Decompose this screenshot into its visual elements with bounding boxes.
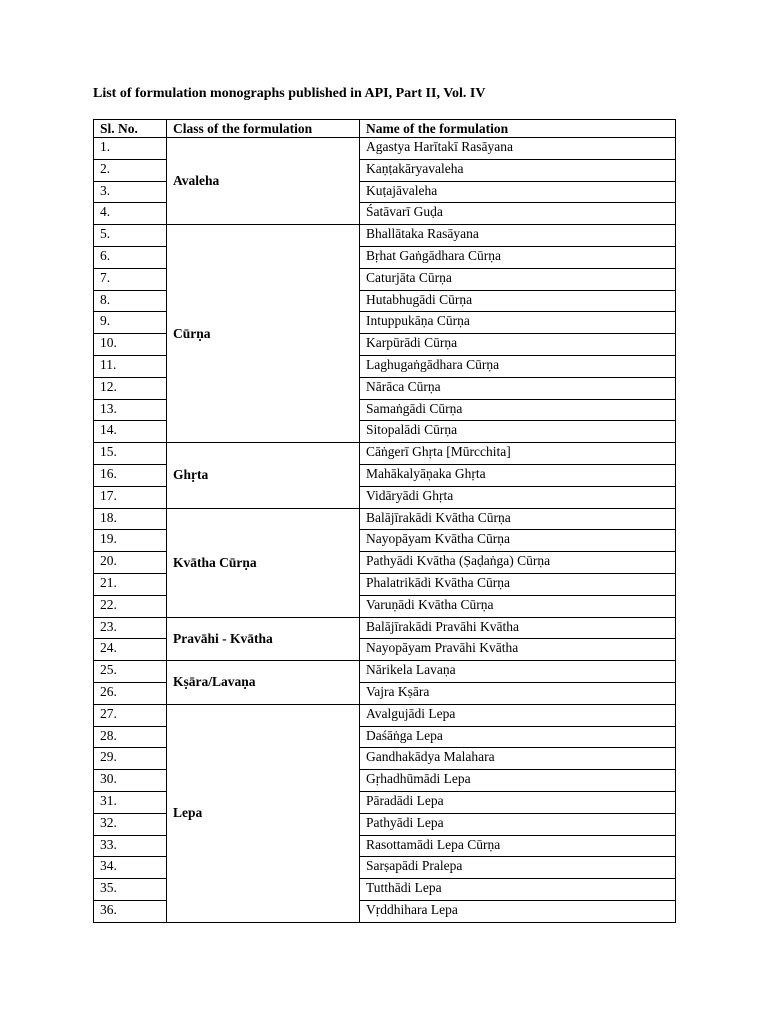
class-cell: Lepa	[167, 704, 360, 922]
class-cell: Kvātha Cūrṇa	[167, 508, 360, 617]
sl-no-cell: 25.	[94, 661, 167, 683]
sl-no-cell: 17.	[94, 486, 167, 508]
formulation-name-cell: Rasottamādi Lepa Cūrṇa	[360, 835, 676, 857]
class-cell: Ghṛta	[167, 443, 360, 508]
formulation-name-cell: Karpūrādi Cūrṇa	[360, 334, 676, 356]
formulation-name-cell: Mahākalyāṇaka Ghṛta	[360, 464, 676, 486]
table-row	[94, 138, 676, 160]
formulation-name-cell: Bhallātaka Rasāyana	[360, 225, 676, 247]
formulation-name-cell: Hutabhugādi Cūrṇa	[360, 290, 676, 312]
class-cell: Avaleha	[167, 138, 360, 225]
formulation-name-cell: Vṛddhihara Lepa	[360, 900, 676, 922]
table-header-row	[94, 120, 676, 138]
sl-no-cell: 28.	[94, 726, 167, 748]
formulation-name-cell: Balājīrakādi Pravāhi Kvātha	[360, 617, 676, 639]
sl-no-cell: 32.	[94, 813, 167, 835]
sl-no-cell: 30.	[94, 770, 167, 792]
formulation-name-cell: Avalgujādi Lepa	[360, 704, 676, 726]
formulation-name-cell: Pathyādi Lepa	[360, 813, 676, 835]
formulation-name-cell: Tutthādi Lepa	[360, 879, 676, 901]
formulation-name-cell: Nārāca Cūrṇa	[360, 377, 676, 399]
formulation-name-cell: Caturjāta Cūrṇa	[360, 268, 676, 290]
formulation-name-cell: Nayopāyam Pravāhi Kvātha	[360, 639, 676, 661]
header-sl-no: Sl. No.	[94, 120, 167, 138]
formulation-name-cell: Nayopāyam Kvātha Cūrṇa	[360, 530, 676, 552]
sl-no-cell: 27.	[94, 704, 167, 726]
sl-no-cell: 5.	[94, 225, 167, 247]
sl-no-cell: 24.	[94, 639, 167, 661]
sl-no-cell: 33.	[94, 835, 167, 857]
sl-no-cell: 15.	[94, 443, 167, 465]
header-class: Class of the formulation	[167, 120, 360, 138]
formulation-name-cell: Pāradādi Lepa	[360, 791, 676, 813]
formulation-name-cell: Bṛhat Gaṅgādhara Cūrṇa	[360, 246, 676, 268]
sl-no-cell: 7.	[94, 268, 167, 290]
document-title: List of formulation monographs published in API, Part II, Vol. IV	[93, 86, 486, 101]
formulation-name-cell: Vajra Kṣāra	[360, 682, 676, 704]
sl-no-cell: 3.	[94, 181, 167, 203]
formulation-name-cell: Sarṣapādi Pralepa	[360, 857, 676, 879]
sl-no-cell: 1.	[94, 138, 167, 160]
formulation-name-cell: Kaṇṭakāryavaleha	[360, 159, 676, 181]
formulation-name-cell: Śatāvarī Guḍa	[360, 203, 676, 225]
table-row	[94, 225, 676, 247]
sl-no-cell: 8.	[94, 290, 167, 312]
sl-no-cell: 6.	[94, 246, 167, 268]
sl-no-cell: 34.	[94, 857, 167, 879]
sl-no-cell: 36.	[94, 900, 167, 922]
sl-no-cell: 35.	[94, 879, 167, 901]
formulation-name-cell: Intuppukāṇa Cūrṇa	[360, 312, 676, 334]
sl-no-cell: 4.	[94, 203, 167, 225]
formulation-name-cell: Sitopalādi Cūrṇa	[360, 421, 676, 443]
sl-no-cell: 9.	[94, 312, 167, 334]
table-row	[94, 704, 676, 726]
sl-no-cell: 14.	[94, 421, 167, 443]
sl-no-cell: 11.	[94, 355, 167, 377]
table-row	[94, 508, 676, 530]
class-cell: Cūrṇa	[167, 225, 360, 443]
formulation-name-cell: Vidāryādi Ghṛta	[360, 486, 676, 508]
formulation-name-cell: Laghugaṅgādhara Cūrṇa	[360, 355, 676, 377]
sl-no-cell: 2.	[94, 159, 167, 181]
class-cell: Pravāhi - Kvātha	[167, 617, 360, 661]
table-row	[94, 661, 676, 683]
sl-no-cell: 22.	[94, 595, 167, 617]
table-row	[94, 443, 676, 465]
formulation-name-cell: Kuṭajāvaleha	[360, 181, 676, 203]
sl-no-cell: 13.	[94, 399, 167, 421]
class-cell: Kṣāra/Lavaṇa	[167, 661, 360, 705]
formulation-name-cell: Gandhakādya Malahara	[360, 748, 676, 770]
formulation-name-cell: Nārikela Lavaṇa	[360, 661, 676, 683]
formulation-name-cell: Pathyādi Kvātha (Ṣaḍaṅga) Cūrṇa	[360, 552, 676, 574]
sl-no-cell: 20.	[94, 552, 167, 574]
formulation-name-cell: Samaṅgādi Cūrṇa	[360, 399, 676, 421]
formulation-name-cell: Daśāṅga Lepa	[360, 726, 676, 748]
formulation-name-cell: Balājīrakādi Kvātha Cūrṇa	[360, 508, 676, 530]
sl-no-cell: 29.	[94, 748, 167, 770]
header-name: Name of the formulation	[360, 120, 676, 138]
sl-no-cell: 21.	[94, 573, 167, 595]
formulation-table	[93, 119, 676, 923]
formulation-name-cell: Gṛhadhūmādi Lepa	[360, 770, 676, 792]
formulation-name-cell: Cāṅgerī Ghṛta [Mūrcchita]	[360, 443, 676, 465]
table-body	[94, 138, 676, 923]
sl-no-cell: 26.	[94, 682, 167, 704]
sl-no-cell: 23.	[94, 617, 167, 639]
formulation-name-cell: Agastya Harītakī Rasāyana	[360, 138, 676, 160]
sl-no-cell: 12.	[94, 377, 167, 399]
table-row	[94, 617, 676, 639]
sl-no-cell: 19.	[94, 530, 167, 552]
sl-no-cell: 10.	[94, 334, 167, 356]
sl-no-cell: 31.	[94, 791, 167, 813]
sl-no-cell: 16.	[94, 464, 167, 486]
formulation-name-cell: Phalatrikādi Kvātha Cūrṇa	[360, 573, 676, 595]
formulation-name-cell: Varuṇādi Kvātha Cūrṇa	[360, 595, 676, 617]
sl-no-cell: 18.	[94, 508, 167, 530]
